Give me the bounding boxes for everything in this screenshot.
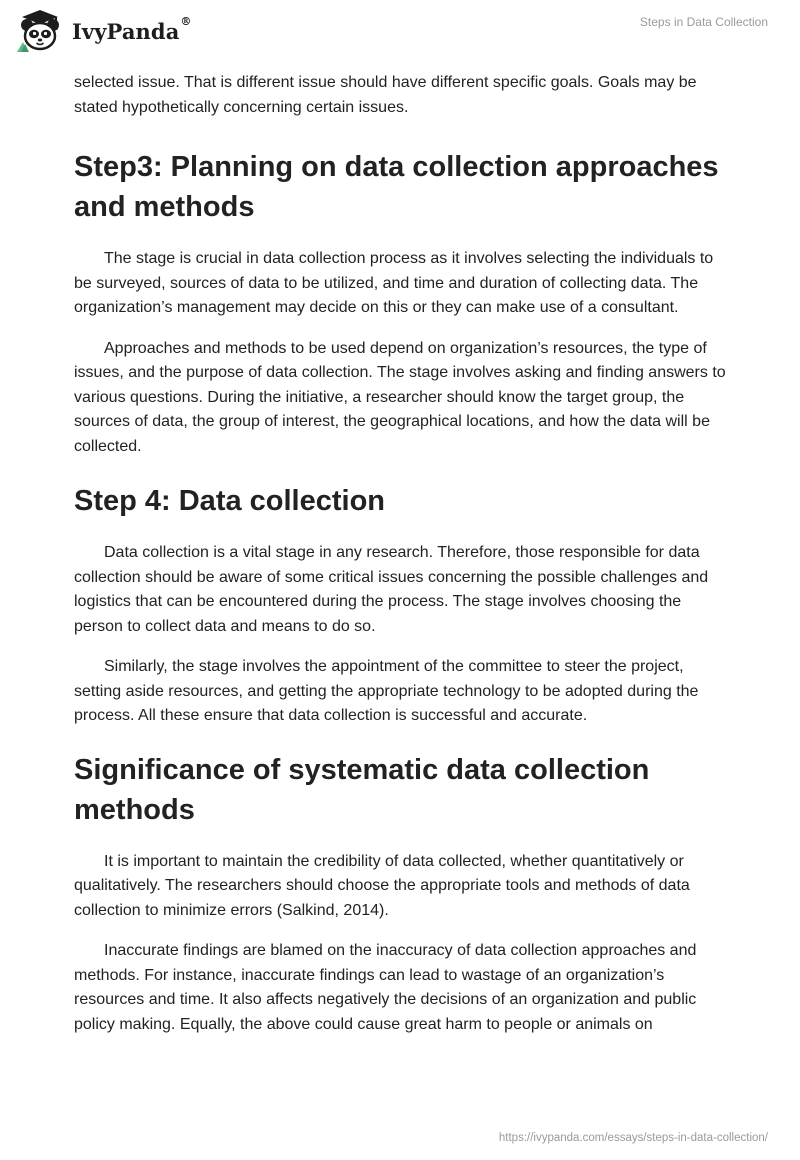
panda-icon [14,8,66,54]
section-heading-significance: Significance of systematic data collection methods [74,753,650,826]
essay-content [74,71,728,1053]
paragraph: Similarly, the stage involves the appointment of the committee to steer the project, setting aside resources, and getting the appropriate technology to be adopted during the process. All these ensure that data collection is successful and accurate. [74,658,699,724]
intro-paragraph: selected issue. That is different issue should have different specific goals. Goals may be stated hypothetically concerning certain issues. [74,74,697,116]
paragraph: It is important to maintain the credibility of data collected, whether quantitatively or qualitatively. The researchers should choose the appropriate tools and methods of data collection to minimize errors (Salkind, 2014). [74,852,690,919]
section-heading-step3: Step3: Planning on data collection approaches and methods [74,151,719,223]
paragraph: Data collection is a vital stage in any research. Therefore, those responsible for data collection should be aware of some critical issues concerning the possible challenges and logistics that can be encountered during the process. The stage involves choosing the person to collect data and means to do so. [74,544,709,635]
registered-mark: ® [180,14,192,28]
source-url[interactable]: https://ivypanda.com/essays/steps-in-data-collection/ [498,1132,768,1144]
section-heading-step4: Step 4: Data collection [74,485,386,517]
paragraph: Inaccurate findings are blamed on the inaccuracy of data collection approaches and methods. For instance, inaccurate findings can lead to wastage of an organization’s resources and time. It also affects negatively the decisions of an organization and public policy making. Equally, the above could cause great harm to people or animals on [74,942,697,1033]
paragraph: Approaches and methods to be used depend on organization’s resources, the type of issues, and the purpose of data collection. The stage involves asking and finding answers to various questions. During the initiative, a researcher should know the target group, the sources of data, the group of interest, the geographical locations, and how the data will be collected. [74,339,726,455]
paragraph: The stage is crucial in data collection process as it involves selecting the individuals to be surveyed, sources of data to be utilized, and time and duration of collecting data. The organization’s management may decide on this or they can make use of a consultant. [74,250,714,316]
logo-text: IvyPanda [72,18,180,44]
ivypanda-logo[interactable] [14,8,192,54]
logo-wordmark [72,14,192,44]
document-title: Steps in Data Collection [639,15,768,29]
page-header [0,0,800,64]
